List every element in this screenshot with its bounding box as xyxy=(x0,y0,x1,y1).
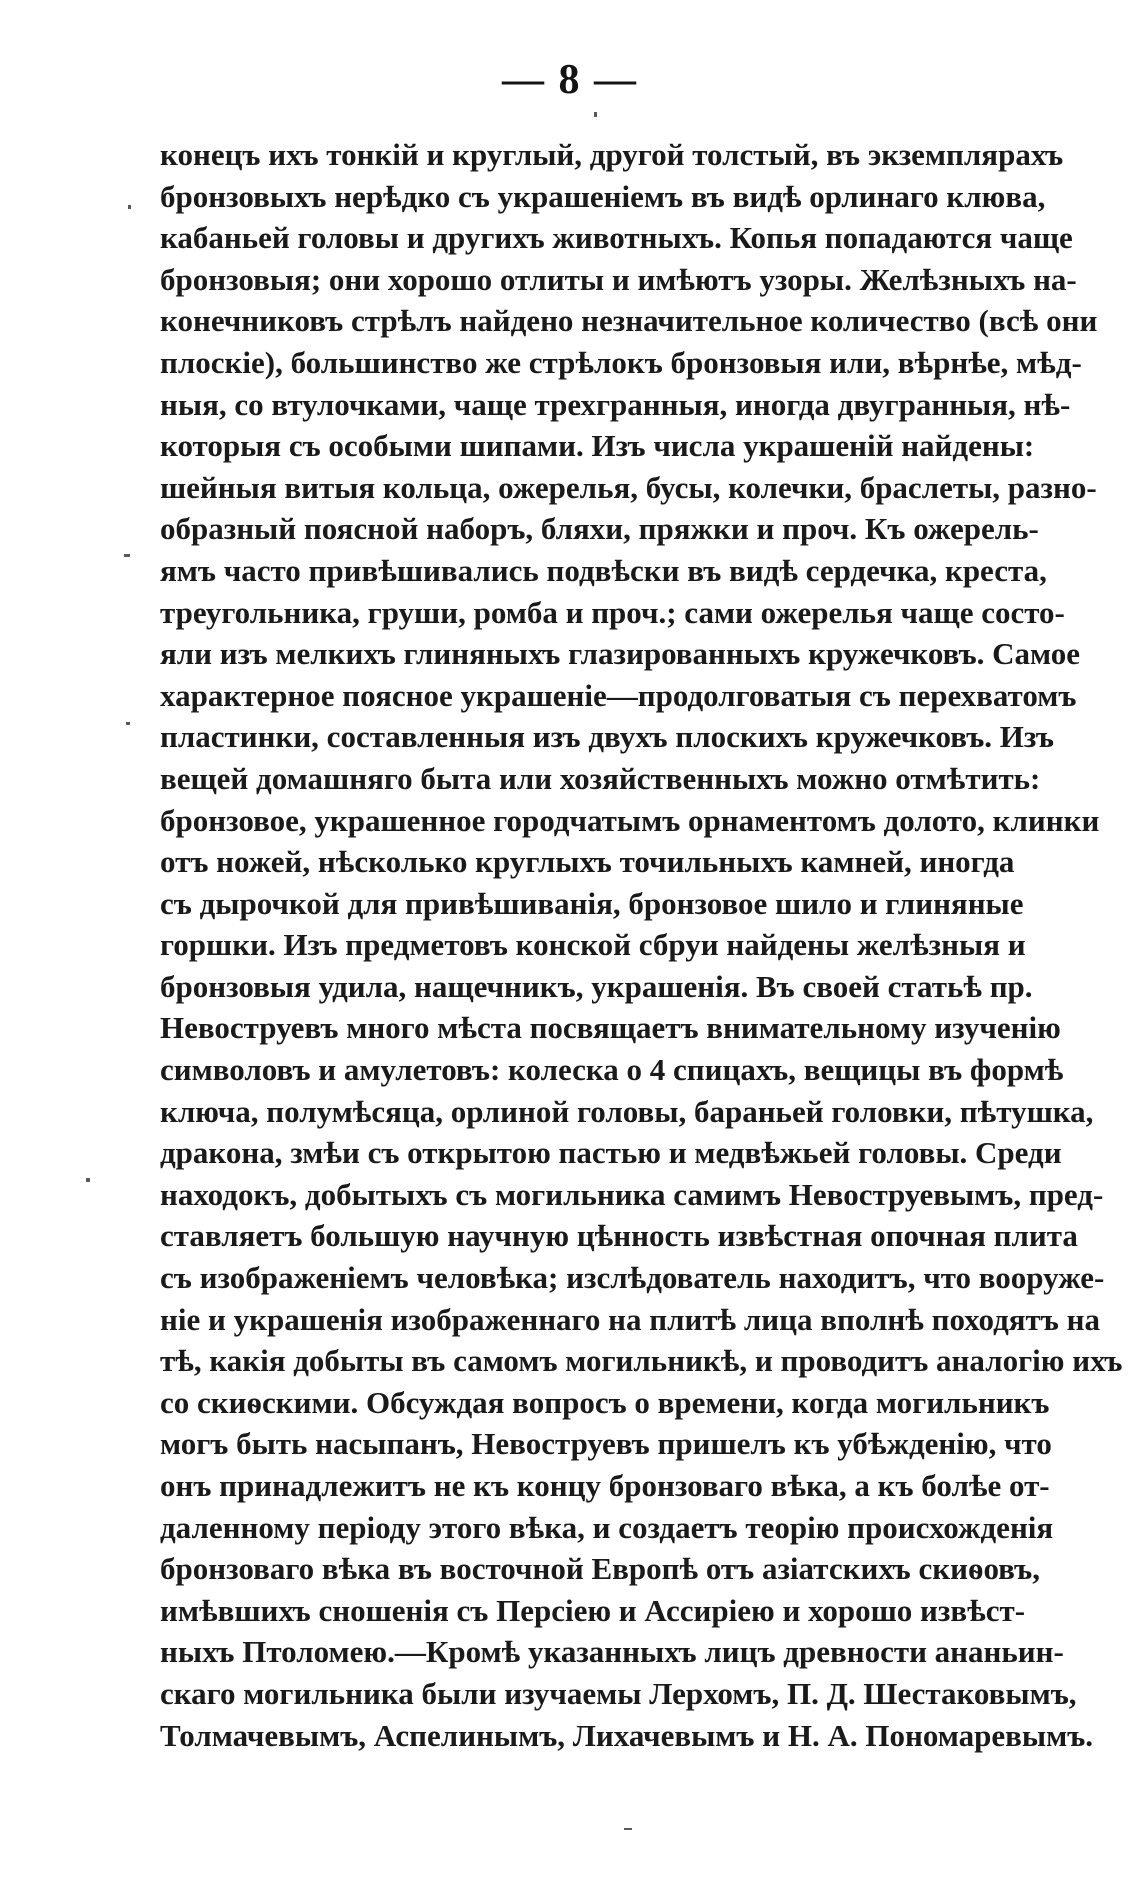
text-line: съ дырочкой для привѣшиванія, бронзовое шило и глиняные xyxy=(160,885,1024,921)
text-line: вещей домашняго быта или хозяйственныхъ можно отмѣтить: xyxy=(160,760,1041,796)
text-line: которыя съ особыми шипами. Изъ числа украшеній найдены: xyxy=(160,428,1035,464)
text-line: Невоструевъ много мѣста посвящаетъ внимательному изученію xyxy=(160,1010,1061,1046)
text-line: ныхъ Птоломею.—Кромѣ указанныхъ лицъ древности ананьин- xyxy=(160,1634,1064,1670)
text-line: кабаньей головы и другихъ животныхъ. Копья попадаются чаще xyxy=(160,220,1073,256)
text-line: бронзоваго вѣка въ восточной Европѣ отъ азіатскихъ скиѳовъ, xyxy=(160,1551,1040,1587)
page-number: — 8 — xyxy=(502,57,638,103)
text-line: имѣвшихъ сношенія съ Персіею и Ассиріею и хорошо извѣст- xyxy=(160,1592,1026,1628)
text-line: могъ быть насыпанъ, Невоструевъ пришелъ къ убѣжденію, что xyxy=(160,1426,1052,1462)
text-line: характерное поясное украшеніе—продолговатыя съ перехватомъ xyxy=(160,677,1077,713)
text-line: отъ ножей, нѣсколько круглыхъ точильныхъ камней, иногда xyxy=(160,844,1015,880)
text-line: бронзовыхъ нерѣдко съ украшеніемъ въ видѣ орлинаго клюва, xyxy=(160,178,1046,214)
text-line: ямъ часто привѣшивались подвѣски въ видѣ сердечка, креста, xyxy=(160,552,1047,588)
text-line: символовъ и амулетовъ: колеска о 4 спицахъ, вещицы въ формѣ xyxy=(160,1052,1064,1088)
scan-speck xyxy=(624,1828,632,1830)
text-line: горшки. Изъ предметовъ конской сбруи найдены желѣзныя и xyxy=(160,927,1026,963)
scan-speck xyxy=(128,205,131,209)
text-line: тѣ, какія добыты въ самомъ могильникѣ, и проводитъ аналогію ихъ xyxy=(160,1343,1123,1379)
text-line: бронзовыя; они хорошо отлиты и имѣютъ узоры. Желѣзныхъ на- xyxy=(160,261,1077,297)
text-line: со скиѳскими. Обсуждая вопросъ о времени, когда могильникъ xyxy=(160,1384,1050,1420)
text-line: ставляетъ большую научную цѣнность извѣстная опочная плита xyxy=(160,1218,1078,1254)
scan-speck xyxy=(126,722,130,725)
text-line: скаго могильника были изучаемы Лерхомъ, П. Д. Шестаковымъ, xyxy=(160,1675,1077,1711)
text-line: дракона, змѣи съ открытою пастью и медвѣжьей головы. Среди xyxy=(160,1135,1062,1171)
text-line: ныя, со втулочками, чаще трехгранныя, иногда двугранныя, нѣ- xyxy=(160,386,1071,422)
text-line: пластинки, составленныя изъ двухъ плоскихъ кружечковъ. Изъ xyxy=(160,719,1054,755)
text-line: ніе и украшенія изображеннаго на плитѣ лица вполнѣ походятъ на xyxy=(160,1301,1100,1337)
text-line: треугольника, груши, ромба и проч.; сами ожерелья чаще состо- xyxy=(160,594,1065,630)
text-line: конечниковъ стрѣлъ найдено незначительное количество (всѣ они xyxy=(160,303,1098,339)
text-line: Толмачевымъ, Аспелинымъ, Лихачевымъ и Н. А. Пономаревымъ. xyxy=(160,1717,1094,1753)
text-line: шейныя витыя кольца, ожерелья, бусы, колечки, браслеты, разно- xyxy=(160,469,1097,505)
text-line: образный поясной наборъ, бляхи, пряжки и проч. Къ ожерель- xyxy=(160,511,1039,547)
text-line: съ изображеніемъ человѣка; изслѣдователь находитъ, что вооруже- xyxy=(160,1260,1105,1296)
text-line: плоскіе), большинство же стрѣлокъ бронзовыя или, вѣрнѣе, мѣд- xyxy=(160,344,1082,380)
scan-speck xyxy=(124,554,130,557)
text-line: ключа, полумѣсяца, орлиной головы, бараньей головки, пѣтушка, xyxy=(160,1093,1094,1129)
text-line: онъ принадлежитъ не къ концу бронзоваго вѣка, а къ болѣе от- xyxy=(160,1468,1050,1503)
text-line: находокъ, добытыхъ съ могильника самимъ Невоструевымъ, пред- xyxy=(160,1176,1104,1212)
text-line: яли изъ мелкихъ глиняныхъ глазированныхъ кружечковъ. Самое xyxy=(160,636,1081,672)
text-line: бронзовое, украшенное городчатымъ орнаментомъ долото, клинки xyxy=(160,802,1100,838)
body-text xyxy=(160,134,1140,1756)
text-line: даленному періоду этого вѣка, и создаетъ теорію происхожденія xyxy=(160,1509,1054,1545)
text-line: конецъ ихъ тонкій и круглый, другой толстый, въ экземплярахъ xyxy=(160,137,1064,172)
text-line: бронзовыя удила, нащечникъ, украшенія. Въ своей статьѣ пр. xyxy=(160,968,1033,1004)
scan-speck xyxy=(86,1178,90,1182)
scan-speck xyxy=(594,112,597,117)
